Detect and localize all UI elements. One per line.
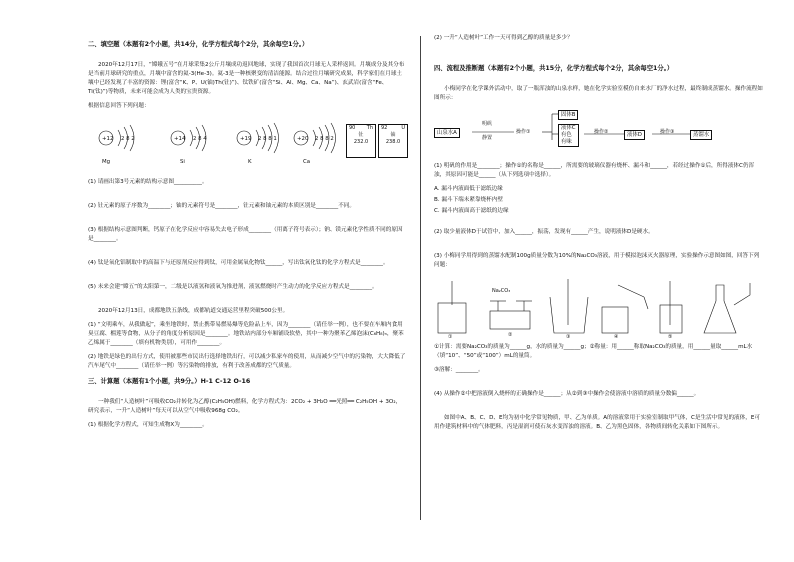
atom-nucleus-mg: +12 [102, 136, 114, 142]
atom-nucleus-ca: +20 [297, 136, 309, 142]
lab-step-3: ③ [566, 334, 571, 340]
atom-nucleus-k: +19 [240, 136, 252, 142]
instruction: 根据信息回答下列问题： [88, 103, 150, 109]
flow-node-spring-water: 山泉水A [434, 128, 460, 138]
paragraph-moon-soil: 2020年12月17日，“嫦娥五号”在月球采集2公斤月壤成功返回地球，实现了我国首次月球无人采样返回。月壤成分及其分布是当前月球研究的重点，月壤中富含的氦-3(He-3)。氦-3是一种核聚变的清洁能源。结合过往月壤研究成果，科学家们在月球土壤中已经发现了丰富的资源：锂(富含“K、P、U(铀)Th(钍)”)、钛铁矿(富含“Si、Al、Mg、Ca、Na”)、玄武岩(富含“Fe、Ti(钛)”)等物质，未来可能会成为人类的宝贵资源。 [88, 62, 405, 95]
flow-liquid-c-color: 有色 [561, 132, 572, 138]
atomic-number: 92 [381, 125, 388, 131]
atom-shells-mg: 2 8 2 [121, 136, 135, 142]
column-divider [420, 36, 421, 520]
flow-diagram [434, 108, 764, 158]
atom-shells-k: 2 8 8 1 [258, 136, 277, 142]
flow-node-distilled-water: 蒸馏水 [690, 130, 712, 140]
atomic-number: 90 [349, 125, 356, 131]
paragraph-water-purification: 小梅同学在化学课外活动中，取了一瓶浑浊的山泉水样，她在化学实验室模仿自来水厂的净水过程，最终制成蒸馏水。操作流程如图所示： [434, 86, 763, 101]
option-c: C. 漏斗内液面高于滤纸的边缘 [434, 208, 509, 214]
lab-procedure-figure [434, 275, 764, 339]
section-3-title: 三、计算题（本题有1个小题，共9分。）H-1 C-12 O-16 [88, 378, 251, 385]
question-7: (2) 地铁是绿色的出行方式，使用被那些市民出行选择地铁出行，可以减少私家车的使用，从而减少空气中的污染物，大大降低了汽车尾气中________（请任举一例）等污染物的排放，有利于改善成都的空气质量。 [88, 354, 406, 369]
lab-step-4: ④ [614, 334, 619, 340]
question-1: (1) 请画出第3号元素的结构示意图__________。 [88, 179, 208, 185]
flow-label-settle: 静置 [482, 135, 493, 141]
question-10: (1) 明矾的作用是________；操作①的名称是______，所需要的玻璃仪器有烧杯、漏斗和______，若经过操作①后，所得液体C仍浑浊，其原因可能是______（从下列选项中选择）。 [434, 163, 755, 178]
lab-apparatus-drawing [434, 275, 764, 339]
question-13: ①计算：需要Na₂CO₃的质量为______g，水的质量为______g；②称量：用______称取Na₂CO₃的质量，用______量取______mL水（填“10”、“50”或“100”）mL的量筒。 [434, 344, 753, 359]
question-9: (2) 一升“人造树叶”工作一天可得到乙醇的质量是多少？ [434, 35, 573, 41]
atom-label-ca: Ca [303, 159, 311, 165]
atom-label-si: Si [180, 159, 185, 165]
right-column [434, 34, 764, 437]
section-4-title: 四、流程及推断题（本题有2个小题，共15分，化学方程式每个2分，其余每空1分。） [434, 65, 674, 72]
paragraph-metro: 2020年12月13日，成都地铁五条线，成都轨道交通运营里程突破500公里。 [98, 308, 289, 314]
flow-node-liquid-d: 液体D [624, 130, 645, 140]
lab-label-na2co3: Na₂CO₃ [492, 288, 511, 294]
section-2-title: 二、填空题（本题有2个小题，共14分，化学方程式每个2分，其余每空1分。） [88, 41, 309, 48]
question-3: (3) 根据结构示意图判断，钙原子在化学反应中容易失去电子形成________（用离子符号表示）；钠、镁元素化学性质不同的原因是________。 [88, 227, 403, 242]
element-symbol: U [401, 125, 405, 131]
atom-label-k: K [248, 159, 252, 165]
atom-shells-ca: 2 8 8 2 [315, 136, 334, 142]
lab-step-2: ② [508, 332, 513, 338]
flow-op3: 操作③ [660, 129, 675, 135]
atom-diagrams [88, 116, 406, 172]
option-b: B. 漏斗下端未紧靠烧杯内壁 [434, 197, 503, 203]
flow-op1: 操作① [516, 129, 531, 135]
question-5: (5) 未来会建“嫦五”的太阳第一，二级是以液氢和液氧为推进剂，液氢燃烧时产生动力的化学反应方程式是________。 [88, 284, 378, 290]
atomic-mass: 232.0 [353, 139, 369, 145]
question-6: (1) “文明乘车，从我做起”，乘坐地铁时，禁止携带易燃易爆等危险品上车，因为________（请任举一例），也不要在车厢内食用臭豆腐、榴莲等食物，从分子的角度分析原因是________。地铁站内部分车厢铺设软垫，其中一种为聚苯乙烯泡沫(C₆H₈)ₙ，聚苯乙烯属于________（填有机物类别），可用作________。 [88, 322, 404, 346]
question-2: (2) 钍元素的原子序数为________；铀的元素符号是________，钍元素和铀元素的本质区别是________不同。 [88, 203, 356, 209]
paragraph-artificial-leaf: 一种我们“人造树叶”可吸收CO₂并转化为乙醇(C₂H₅OH)燃料，化学方程式为：2CO₂ + 3H₂O ══光照══ C₂H₅OH + 3O₂，研究表示，一升“人造树叶”每天可以从空气中吸收968g CO₂。 [88, 399, 402, 414]
element-symbol: Th [366, 125, 373, 131]
atom-label-mg: Mg [102, 159, 111, 165]
flow-node-liquid-c [558, 124, 579, 147]
element-card-u [378, 124, 408, 158]
question-8: (1) 根据化学方程式，可知生成物X为________。 [88, 422, 208, 428]
atomic-mass: 238.0 [385, 139, 401, 145]
element-name: 铀 [390, 132, 396, 138]
element-name: 钍 [358, 132, 364, 138]
flow-op2: 操作② [594, 129, 609, 135]
flow-liquid-c-smell: 有味 [561, 139, 572, 145]
question-14: ③溶解：________。 [434, 367, 484, 373]
question-11: (2) 取少量液体D于试管中，加入______，振荡，发现有______产生，说明液体D是硬水。 [434, 229, 654, 235]
question-12: (3) 小梅同学用得到的蒸馏水配制100g质量分数为10%的Na₂CO₃溶液，用于模拟泡沫灭火器原理，实验操作示意图如图，回答下列问题： [434, 253, 760, 268]
lab-step-1: ① [448, 334, 453, 340]
question-15: (4) 从操作②中把溶液倒入烧杯的正确操作是______；从②到③中操作会使溶液中溶质的质量分数偏______。 [434, 391, 700, 397]
atom-nucleus-si: +14 [174, 136, 186, 142]
lab-step-5: ⑤ [668, 334, 673, 340]
paragraph-inference: 如图中A、B、C、D、E均为初中化学常见物质，甲、乙为单质。A的溶液常用于实验室制取甲气体，C是生活中常见的液体，E可用作建筑材料中的气体肥料，丙是湿润可使石灰水变浑浊的溶液。B、乙为黑色固体，各物质间转化关系如下图所示。 [434, 415, 760, 430]
question-4: (4) 钛是氧化铝制取中的高温下与还原剂反应得到钛，可用金属氧化物钛______，写出钛氧化钛的化学方程式是________。 [88, 260, 389, 266]
element-card-th [346, 124, 376, 158]
left-column [88, 34, 406, 435]
flow-node-solid-b: 固体B [558, 110, 578, 120]
flow-liquid-c-label: 液体C [561, 125, 576, 131]
atom-shells-si: 2 8 4 [193, 136, 207, 142]
option-a: A. 漏斗内液面低于滤纸边缘 [434, 186, 503, 192]
flow-label-alum: 明矾 [482, 121, 493, 127]
